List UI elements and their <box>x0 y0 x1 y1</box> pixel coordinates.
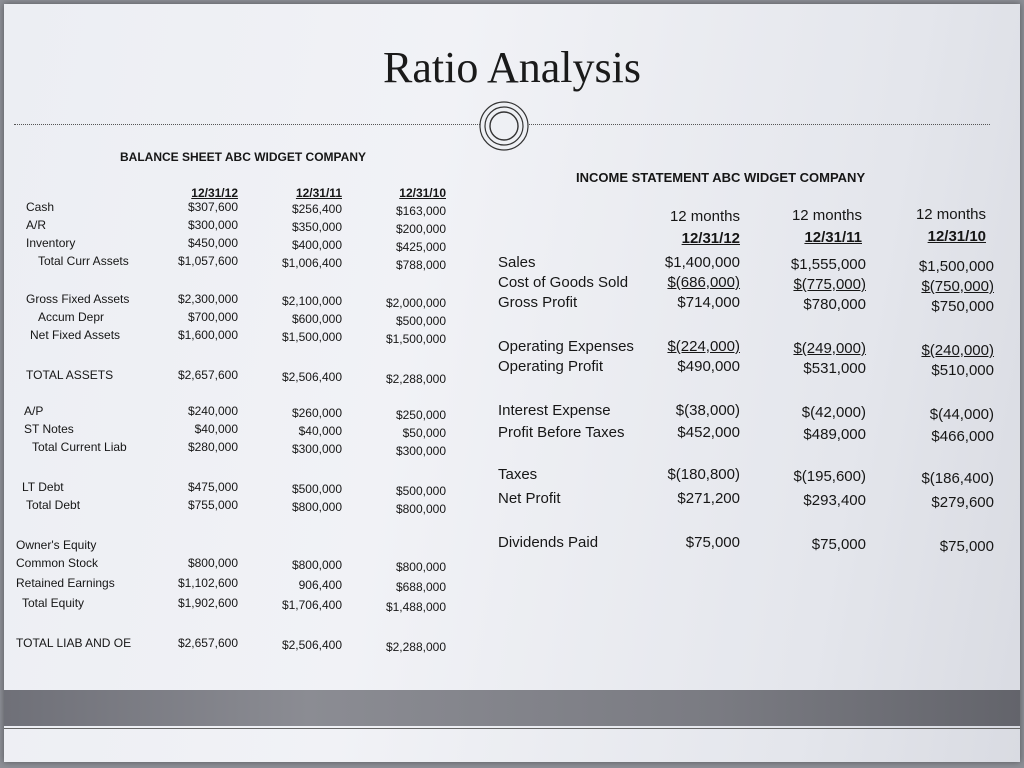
income-date-header: 12/31/11 <box>804 229 862 246</box>
balance-sheet-date-header: 12/31/10 <box>399 186 446 200</box>
balance-sheet-cell: $1,500,000 <box>385 332 446 346</box>
balance-sheet-cell: $700,000 <box>187 310 238 324</box>
income-cell: $1,400,000 <box>664 254 740 271</box>
balance-sheet-cell: $400,000 <box>291 238 342 252</box>
page-title: Ratio Analysis <box>383 43 641 92</box>
income-row-label: Operating Expenses <box>498 338 634 355</box>
balance-sheet-row-label: Net Fixed Assets <box>30 328 121 342</box>
balance-sheet-cell: $2,300,000 <box>177 292 238 306</box>
income-cell: $452,000 <box>677 424 740 441</box>
income-cell: $531,000 <box>803 360 866 377</box>
balance-sheet-cell: $755,000 <box>187 498 238 512</box>
balance-sheet-date-header: 12/31/12 <box>191 186 238 200</box>
income-cell: $(38,000) <box>675 402 740 419</box>
balance-sheet-row-label: ST Notes <box>24 422 74 436</box>
income-cell: $(750,000) <box>921 278 994 295</box>
balance-sheet-cell: $2,288,000 <box>385 372 446 386</box>
balance-sheet-cell: $2,506,400 <box>281 370 342 384</box>
balance-sheet-cell: $1,500,000 <box>281 330 342 344</box>
income-period-header: 12 months <box>669 208 740 225</box>
income-cell: $(224,000) <box>667 338 740 355</box>
balance-sheet-row-label: Cash <box>26 200 55 214</box>
balance-sheet-row-label: Inventory <box>26 236 76 250</box>
income-cell: $714,000 <box>677 294 740 311</box>
income-cell: $1,500,000 <box>918 258 994 275</box>
balance-sheet-cell: $500,000 <box>395 484 446 498</box>
balance-sheet-cell: $200,000 <box>395 222 446 236</box>
balance-sheet-row-label: Gross Fixed Assets <box>26 292 130 306</box>
balance-sheet-cell: $800,000 <box>187 556 238 570</box>
balance-sheet-cell: $450,000 <box>187 236 238 250</box>
balance-sheet-cell: $1,102,600 <box>177 576 238 590</box>
balance-sheet-cell: $2,288,000 <box>385 640 446 654</box>
income-period-header: 12 months <box>791 207 862 224</box>
balance-sheet-cell: $350,000 <box>291 220 342 234</box>
balance-sheet-row-label: Retained Earnings <box>16 576 115 590</box>
balance-sheet-row-label: A/R <box>26 218 47 232</box>
balance-sheet-cell: $2,000,000 <box>385 296 446 310</box>
income-cell: $489,000 <box>803 426 866 443</box>
income-row-label: Cost of Goods Sold <box>498 274 629 291</box>
balance-sheet-cell: $1,902,600 <box>177 596 238 610</box>
income-cell: $(240,000) <box>921 342 994 359</box>
balance-sheet-cell: $425,000 <box>395 240 446 254</box>
income-cell: $271,200 <box>677 490 740 507</box>
balance-sheet-cell: $1,006,400 <box>281 256 342 270</box>
income-cell: $510,000 <box>931 362 994 379</box>
income-cell: $293,400 <box>803 492 866 509</box>
income-cell: $(195,600) <box>793 468 866 485</box>
income-statement-heading: INCOME STATEMENT ABC WIDGET COMPANY <box>576 170 866 185</box>
balance-sheet-cell: $800,000 <box>395 560 446 574</box>
income-row-label: Sales <box>498 254 536 271</box>
income-cell: $75,000 <box>811 536 866 553</box>
income-cell: $780,000 <box>803 296 866 313</box>
balance-sheet-row-label: Common Stock <box>16 556 99 570</box>
income-cell: $466,000 <box>931 428 994 445</box>
balance-sheet-cell: $2,506,400 <box>281 638 342 652</box>
income-cell: $(44,000) <box>929 406 994 423</box>
balance-sheet-cell: $500,000 <box>291 482 342 496</box>
balance-sheet-cell: $500,000 <box>395 314 446 328</box>
balance-sheet-row-label: Accum Depr <box>38 310 105 324</box>
balance-sheet-row-label: A/P <box>24 404 44 418</box>
balance-sheet-cell: $788,000 <box>395 258 446 272</box>
income-row-label: Net Profit <box>498 490 561 507</box>
balance-sheet-row-label: TOTAL LIAB AND OE <box>16 636 132 650</box>
income-cell: $279,600 <box>931 494 994 511</box>
income-row-label: Interest Expense <box>498 402 611 419</box>
income-cell: $(180,800) <box>667 466 740 483</box>
income-row-label: Profit Before Taxes <box>498 424 625 441</box>
balance-sheet-cell: $50,000 <box>402 426 446 440</box>
balance-sheet-cell: $2,100,000 <box>281 294 342 308</box>
balance-sheet-cell: $300,000 <box>187 218 238 232</box>
income-cell: $75,000 <box>685 534 740 551</box>
balance-sheet-cell: $1,488,000 <box>385 600 446 614</box>
income-row-label: Dividends Paid <box>498 534 599 551</box>
income-date-header: 12/31/12 <box>681 230 740 247</box>
balance-sheet-cell: $2,657,600 <box>177 368 238 382</box>
balance-sheet-cell: $1,057,600 <box>177 254 238 268</box>
balance-sheet-cell: $307,600 <box>187 200 238 214</box>
balance-sheet-row-label: Total Curr Assets <box>38 254 129 268</box>
document-page <box>4 4 1020 762</box>
balance-sheet-cell: $600,000 <box>291 312 342 326</box>
balance-sheet-cell: $800,000 <box>395 502 446 516</box>
balance-sheet-cell: $300,000 <box>291 442 342 456</box>
balance-sheet-cell: $163,000 <box>395 204 446 218</box>
income-period-header: 12 months <box>915 206 986 223</box>
income-cell: $(186,400) <box>921 470 994 487</box>
balance-sheet-cell: $800,000 <box>291 500 342 514</box>
balance-sheet-cell: $1,600,000 <box>177 328 238 342</box>
balance-sheet-row-label: Total Equity <box>22 596 85 610</box>
balance-sheet-row-label: Total Current Liab <box>32 440 127 454</box>
balance-sheet-heading: BALANCE SHEET ABC WIDGET COMPANY <box>120 150 366 164</box>
balance-sheet-row-label: Owner's Equity <box>16 538 97 552</box>
balance-sheet-cell: $1,706,400 <box>281 598 342 612</box>
income-cell: $(775,000) <box>793 276 866 293</box>
balance-sheet-cell: $688,000 <box>395 580 446 594</box>
balance-sheet-cell: $256,400 <box>291 202 342 216</box>
balance-sheet-cell: $300,000 <box>395 444 446 458</box>
income-cell: $490,000 <box>677 358 740 375</box>
balance-sheet-row-label: TOTAL ASSETS <box>26 368 114 382</box>
income-cell: $1,555,000 <box>790 256 866 273</box>
income-cell: $(42,000) <box>801 404 866 421</box>
income-cell: $75,000 <box>939 538 994 555</box>
balance-sheet-date-header: 12/31/11 <box>295 186 342 200</box>
balance-sheet-cell: $40,000 <box>298 424 342 438</box>
balance-sheet-cell: $2,657,600 <box>177 636 238 650</box>
page-shadow-band <box>4 690 1020 726</box>
income-row-label: Gross Profit <box>498 294 578 311</box>
balance-sheet-cell: $475,000 <box>187 480 238 494</box>
balance-sheet-cell: $280,000 <box>187 440 238 454</box>
balance-sheet-cell: $260,000 <box>291 406 342 420</box>
circle-emblem-icon <box>478 100 530 152</box>
income-cell: $(686,000) <box>667 274 740 291</box>
balance-sheet-cell: $240,000 <box>187 404 238 418</box>
income-cell: $750,000 <box>931 298 994 315</box>
balance-sheet-row-label: Total Debt <box>26 498 81 512</box>
balance-sheet-cell: 906,400 <box>298 578 342 592</box>
income-cell: $(249,000) <box>793 340 866 357</box>
balance-sheet-row-label: LT Debt <box>22 480 64 494</box>
balance-sheet-cell: $800,000 <box>291 558 342 572</box>
income-row-label: Taxes <box>498 466 538 483</box>
income-date-header: 12/31/10 <box>927 228 986 245</box>
balance-sheet-cell: $250,000 <box>395 408 446 422</box>
balance-sheet-cell: $40,000 <box>194 422 238 436</box>
income-row-label: Operating Profit <box>498 358 604 375</box>
